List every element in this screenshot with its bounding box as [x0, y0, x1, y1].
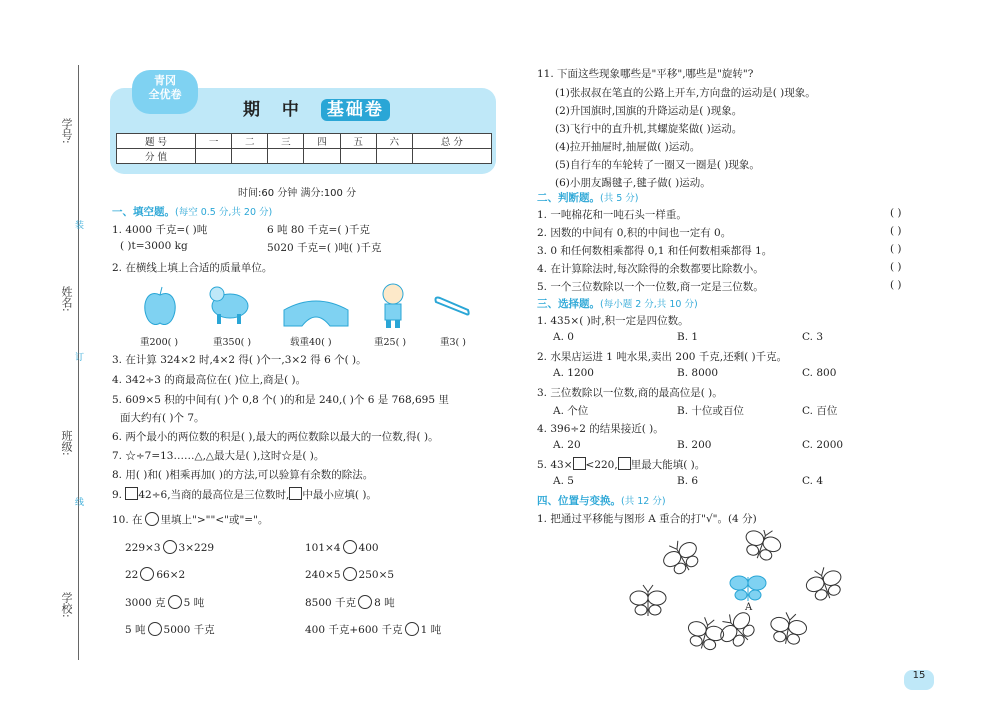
judge-item: 1. 一吨棉花和一吨石头一样重。: [537, 209, 687, 221]
bridge-icon: [282, 292, 350, 328]
q1-part-c: ( )t=3000 kg: [120, 240, 188, 252]
judge-answer[interactable]: ( ): [890, 279, 902, 291]
option[interactable]: B. 1: [677, 331, 699, 343]
seal-mark-2: 订: [73, 352, 83, 361]
q1-part-b: 6 吨 80 千克=( )千克: [267, 224, 370, 236]
binding-sidebar: [0, 0, 100, 721]
page-number: 15: [904, 670, 934, 690]
answer-box[interactable]: [289, 487, 302, 500]
choice-q1: 1. 435×( )时,积一定是四位数。: [537, 315, 689, 327]
score-table: [116, 133, 492, 164]
q10: 10. 在 里填上">""<"或"="。: [112, 514, 269, 526]
name-label: 姓名:: [60, 286, 73, 312]
student-id-label: 学号:: [60, 118, 73, 144]
choice-q4: 4. 396÷2 的结果接近( )。: [537, 423, 664, 435]
apple-icon: [140, 285, 180, 329]
choice-q5: 5. 43× <220, 里最大能填( )。: [537, 459, 706, 471]
option[interactable]: A. 个位: [553, 405, 589, 417]
exam-subtitle: 基础卷: [321, 99, 390, 121]
weight-apple: 重200( ): [140, 337, 179, 348]
q2: 2. 在横线上填上合适的质量单位。: [112, 262, 273, 274]
compare-circle[interactable]: [140, 567, 154, 581]
weight-bridge: 载重40( ): [290, 337, 332, 348]
weight-boy: 重25( ): [374, 337, 407, 348]
option[interactable]: C. 百位: [802, 405, 838, 417]
option[interactable]: A. 1200: [553, 367, 594, 379]
time-info: 时间:60 分钟 满分:100 分: [238, 188, 357, 199]
weight-yak: 重350( ): [213, 337, 252, 348]
compare-circle[interactable]: [163, 540, 177, 554]
answer-box[interactable]: [573, 457, 586, 470]
exam-title: 期 中 基础卷: [243, 95, 390, 120]
binding-line: [78, 65, 79, 660]
judge-answer[interactable]: ( ): [890, 225, 902, 237]
q11-title: 11. 下面这些现象哪些是"平移",哪些是"旋转"?: [537, 68, 754, 80]
compare-row: 229×3 3×229: [125, 542, 215, 554]
option[interactable]: A. 20: [553, 439, 581, 451]
compare-circle[interactable]: [343, 540, 357, 554]
q11-item: (5)自行车的车轮转了一圈又一圈是( )现象。: [555, 159, 760, 171]
yak-icon: [205, 282, 255, 328]
seal-mark-1: 装: [73, 220, 83, 229]
option[interactable]: C. 3: [802, 331, 824, 343]
compare-row: 101×4 400: [305, 542, 379, 554]
option[interactable]: B. 200: [677, 439, 712, 451]
option[interactable]: A. 0: [553, 331, 574, 343]
choice-q2: 2. 水果店运进 1 吨水果,卖出 200 千克,还剩( )千克。: [537, 351, 788, 363]
q9: 9. 42÷6,当商的最高位是三位数时, 中最小应填( )。: [112, 489, 377, 501]
q3: 3. 在计算 324×2 时,4×2 得( )个一,3×2 得 6 个( )。: [112, 354, 367, 366]
judge-answer[interactable]: ( ): [890, 207, 902, 219]
school-label: 学校:: [60, 592, 73, 618]
butterfly-a-icon: [730, 576, 766, 601]
q11-item: (2)升国旗时,国旗的升降运动是( )现象。: [555, 105, 743, 117]
q1-part-a: 1. 4000 千克=( )吨: [112, 224, 208, 236]
q6: 6. 两个最小的两位数的积是( ),最大的两位数除以最大的一位数,得( )。: [112, 431, 439, 443]
q5-line2: 面大约有( )个 7。: [120, 412, 205, 424]
butterfly-icon: [630, 585, 666, 616]
compare-row: 3000 克 5 吨: [125, 597, 205, 609]
judge-item: 4. 在计算除法时,每次除得的余数都要比除数小。: [537, 263, 764, 275]
score-header-row: 题 号 一 二 三 四 五 六 总 分: [117, 134, 492, 149]
option[interactable]: B. 6: [677, 475, 699, 487]
score-value-row: 分 值: [117, 149, 492, 164]
brand-logo: 青冈 全优卷: [132, 70, 198, 114]
q11-item: (1)张叔叔在笔直的公路上开车,方向盘的运动是( )现象。: [555, 87, 816, 99]
answer-box[interactable]: [618, 457, 631, 470]
answer-box[interactable]: [125, 487, 138, 500]
label-a: A: [745, 602, 753, 613]
compare-row: 22 66×2: [125, 569, 186, 581]
boy-icon: [377, 282, 409, 330]
paperclip-icon: [432, 296, 472, 320]
compare-circle[interactable]: [168, 595, 182, 609]
option[interactable]: B. 十位或百位: [677, 405, 744, 417]
butterfly-icon: [740, 530, 784, 564]
q11-item: (6)小朋友踢毽子,毽子做( )运动。: [555, 177, 711, 189]
section-2-title: 二、判断题。(共 5 分): [537, 192, 639, 204]
section-1-title: 一、填空题。(每空 0.5 分,共 20 分): [112, 206, 273, 218]
option[interactable]: B. 8000: [677, 367, 719, 379]
q4: 4. 342÷3 的商最高位在( )位上,商是( )。: [112, 374, 307, 386]
option[interactable]: A. 5: [553, 475, 574, 487]
compare-row: 400 千克+600 千克 1 吨: [305, 624, 442, 636]
butterfly-icon: [802, 563, 846, 604]
weight-clip: 重3( ): [440, 337, 466, 348]
butterfly-icon: [768, 610, 809, 647]
class-label: 班级:: [60, 430, 73, 456]
option[interactable]: C. 4: [802, 475, 824, 487]
choice-q3: 3. 三位数除以一位数,商的最高位是( )。: [537, 387, 723, 399]
butterfly-icon: [658, 534, 705, 579]
compare-circle[interactable]: [145, 512, 159, 526]
judge-answer[interactable]: ( ): [890, 243, 902, 255]
compare-circle[interactable]: [405, 622, 419, 636]
judge-item: 3. 0 和任何数相乘都得 0,1 和任何数相乘都得 1。: [537, 245, 773, 257]
compare-row: 5 吨 5000 千克: [125, 624, 215, 636]
position-q1: 1. 把通过平移能与图形 A 重合的打"√"。(4 分): [537, 513, 757, 525]
q5-line1: 5. 609×5 积的中间有( )个 0,8 个( )的和是 240,( )个 6 是 768,695 里: [112, 394, 449, 406]
compare-row: 240×5 250×5: [305, 569, 395, 581]
q7: 7. ☆÷7=13……△,△最大是( ),这时☆是( )。: [112, 450, 325, 462]
compare-circle[interactable]: [148, 622, 162, 636]
q11-item: (4)拉开抽屉时,抽屉做( )运动。: [555, 141, 701, 153]
q11-item: (3)飞行中的直升机,其螺旋桨做( )运动。: [555, 123, 743, 135]
judge-item: 2. 因数的中间有 0,积的中间也一定有 0。: [537, 227, 732, 239]
section-4-title: 四、位置与变换。(共 12 分): [537, 495, 666, 507]
butterfly-figure: [620, 530, 870, 660]
section-3-title: 三、选择题。(每小题 2 分,共 10 分): [537, 298, 698, 310]
judge-item: 5. 一个三位数除以一个一位数,商一定是三位数。: [537, 281, 764, 293]
q1-part-d: 5020 千克=( )吨( )千克: [267, 242, 382, 254]
option[interactable]: C. 2000: [802, 439, 844, 451]
option[interactable]: C. 800: [802, 367, 837, 379]
butterfly-icon: [684, 614, 727, 653]
compare-circle[interactable]: [358, 595, 372, 609]
seal-mark-3: 线: [73, 497, 83, 506]
q8: 8. 用( )和( )相乘再加( )的方法,可以验算有余数的除法。: [112, 469, 374, 481]
compare-circle[interactable]: [343, 567, 357, 581]
judge-answer[interactable]: ( ): [890, 261, 902, 273]
compare-row: 8500 千克 8 吨: [305, 597, 395, 609]
